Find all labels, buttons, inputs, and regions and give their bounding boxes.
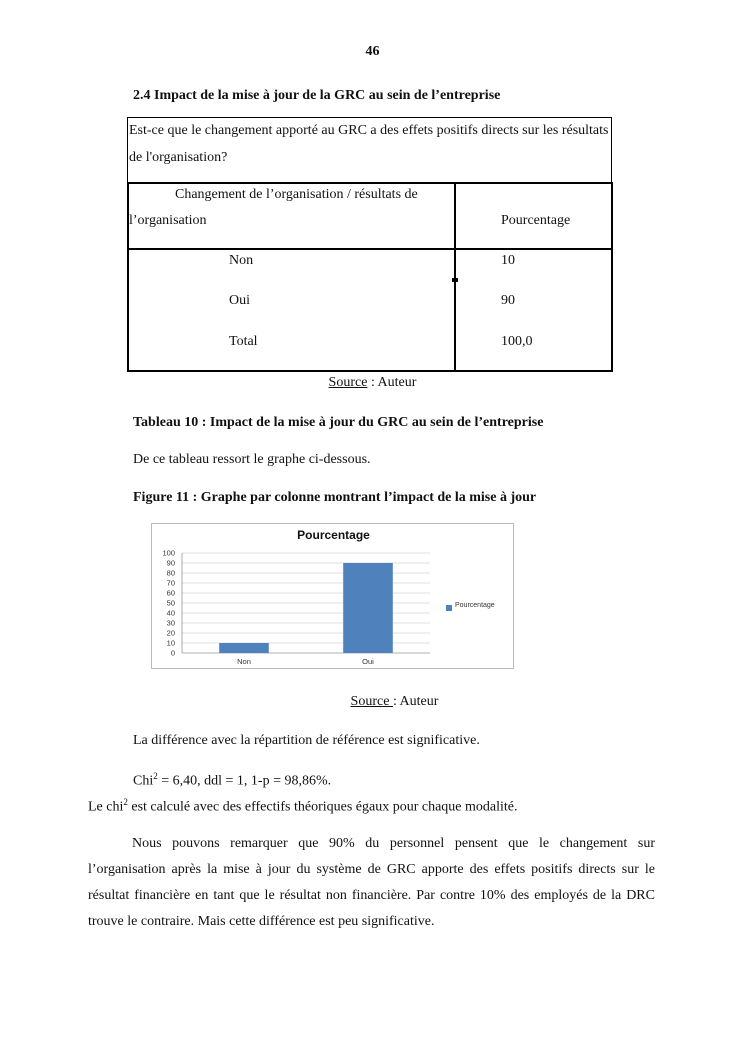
chart-plot: [152, 524, 515, 670]
chi-prefix: Chi: [133, 773, 154, 789]
chi-note-text: est calculé avec des effectifs théoriques égaux pour chaque modalité.: [127, 799, 518, 815]
y-tick-label: 100: [162, 548, 175, 558]
figure-source: [0, 694, 745, 710]
y-tick-label: 70: [166, 578, 175, 588]
table-source: [0, 375, 745, 391]
table-row-label: Total: [229, 334, 258, 349]
table-row-gap-divider: [452, 278, 458, 282]
source-text: : Auteur: [367, 375, 417, 390]
table-caption: Tableau 10 : Impact de la mise à jour du GRC au sein de l’entreprise: [133, 415, 544, 430]
y-tick-label: 60: [166, 588, 175, 598]
results-table: [127, 182, 613, 372]
chi-statistics: [133, 771, 331, 790]
y-tick-label: 20: [166, 628, 175, 638]
figure-caption: Figure 11 : Graphe par colonne montrant l’impact de la mise à jour: [133, 490, 537, 505]
y-tick-label: 80: [166, 568, 175, 578]
bar-non: [219, 643, 269, 653]
y-tick-label: 40: [166, 608, 175, 618]
intro-sentence: De ce tableau ressort le graphe ci-dessous.: [133, 452, 371, 467]
question-text: Est-ce que le changement apporté au GRC a des effets positifs directs sur les résultats de l'organisation?: [129, 123, 609, 165]
legend-swatch: [446, 605, 452, 611]
y-tick-label: 50: [166, 598, 175, 608]
section-heading: 2.4 Impact de la mise à jour de la GRC au sein de l’entreprise: [133, 88, 501, 103]
table-row-value: 10: [501, 253, 515, 268]
x-tick-label: Oui: [362, 657, 374, 666]
table-header-right: Pourcentage: [501, 213, 571, 228]
source-text: : Auteur: [392, 694, 439, 709]
source-label: Source: [328, 375, 368, 390]
table-header-divider: [127, 248, 613, 250]
table-header-left-line1: Changement de l’organisation / résultats de: [175, 187, 418, 202]
bar-oui: [343, 563, 393, 653]
chi-note-prefix: Le chi: [88, 799, 124, 815]
legend-label: Pourcentage: [455, 602, 495, 609]
significance-sentence: La différence avec la répartition de référence est significative.: [133, 733, 480, 748]
conclusion-paragraph: Nous pouvons remarquer que 90% du personnel pensent que le changement sur l’organisation après la mise à jour du système de GRC apporte des effets positifs directs sur le résultat financière en tant que le résultat non financière. Par contre 10% des employés de la DRC trouve le contraire. Mais cette différence est peu significative.: [88, 836, 655, 929]
source-label: Source: [350, 694, 393, 709]
table-row-label: Oui: [229, 293, 250, 308]
y-tick-label: 0: [170, 648, 175, 658]
chi-values: = 6,40, ddl = 1, 1-p = 98,86%.: [157, 773, 332, 789]
bar-chart: [151, 523, 514, 669]
table-row-value: 90: [501, 293, 515, 308]
table-header-left-line2: l’organisation: [129, 213, 207, 228]
table-row-gap: [129, 278, 611, 282]
y-tick-label: 30: [166, 618, 175, 628]
chi-superscript: 2: [153, 771, 158, 781]
table-column-divider: [454, 182, 456, 372]
table-row-value: 100,0: [501, 334, 533, 349]
chart-title: Pourcentage: [297, 528, 370, 542]
y-tick-label: 90: [166, 558, 175, 568]
y-tick-label: 10: [166, 638, 175, 648]
x-tick-label: Non: [237, 657, 251, 666]
table-row-label: Non: [229, 253, 254, 268]
chi-note-superscript: 2: [123, 797, 128, 807]
table-border: [127, 182, 613, 372]
chi-note: [88, 797, 518, 816]
page-number: 46: [365, 44, 380, 59]
